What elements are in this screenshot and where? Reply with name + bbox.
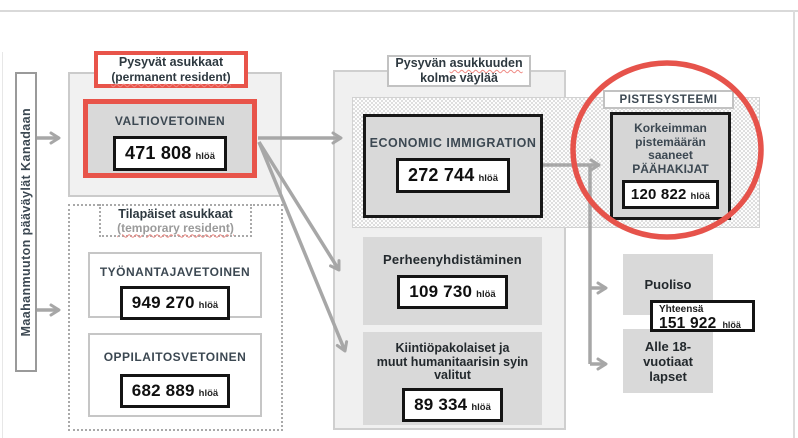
main-pathways-rail [15, 72, 37, 372]
refugee-count: 89 334 hlöä [402, 388, 503, 422]
children-label-line3: lapset [649, 368, 687, 384]
refugee-title-line3: valitut [434, 368, 471, 382]
points-system-tag [603, 90, 734, 109]
permanent-tag-line2: (permanent resident) [111, 70, 231, 84]
employer-driven-count: 949 270 hlöä [120, 286, 230, 320]
points-tag-label: PISTESYSTEEMI [619, 93, 718, 106]
pathways-tag-line1: Pysyvän asukkuuden [395, 56, 523, 70]
economic-immigration-count: 272 744 hlöä [396, 158, 510, 193]
temporary-resident-tag [99, 204, 252, 237]
page-frame-right [793, 10, 795, 438]
family-reunification-count: 109 730 hlöä [397, 275, 507, 309]
children-label-line2: vuotiaat [643, 353, 693, 369]
total-label: Yhteensä [659, 304, 704, 315]
employer-driven-box [88, 252, 262, 318]
principal-title-line1: Korkeimman [634, 121, 707, 135]
total-box [650, 300, 755, 332]
state-driven-title: VALTIOVETOINEN [114, 114, 226, 128]
pathways-tag-line2: kolme väylää [420, 71, 498, 85]
economic-immigration-box [363, 114, 543, 218]
state-driven-count: 471 808 hlöä [113, 136, 227, 171]
permanent-resident-tag [94, 51, 248, 88]
school-driven-title: OPPILAITOSVETOINEN [103, 350, 247, 364]
state-driven-box [83, 99, 257, 178]
refugee-title-line1: Kiintiöpakolaiset ja [395, 341, 510, 355]
employer-driven-title: TYÖNANTAJAVETOINEN [99, 265, 251, 279]
family-reunification-box [363, 237, 542, 325]
page-frame-left [2, 52, 3, 438]
children-label-line1: Alle 18- [644, 338, 692, 354]
children-box [623, 329, 713, 393]
principal-count: 120 822 hlöä [622, 180, 719, 209]
family-reunification-title: Perheenyhdistäminen [383, 252, 522, 267]
temporary-tag-line2: (temporary resident) [117, 220, 234, 235]
total-count: 151 922 hlöä [659, 315, 741, 332]
refugee-title-line2: muut humanitaarisin syin [376, 354, 529, 369]
three-pathways-tag [387, 55, 531, 87]
school-driven-box [88, 333, 262, 417]
principal-title-line2: pistemäärän [635, 134, 706, 149]
temporary-tag-line1: Tilapäiset asukkaat [118, 206, 233, 221]
principal-title-line3: saaneet [648, 148, 693, 162]
principal-title-line4: PÄÄHAKIJAT [632, 161, 709, 176]
page-frame-top [0, 10, 798, 12]
rail-label: Maahanmuuton pääväylät Kanadaan [19, 107, 33, 337]
spouse-label: Puoliso [644, 277, 692, 292]
school-driven-count: 682 889 hlöä [120, 374, 230, 408]
economic-immigration-title: ECONOMIC IMMIGRATION [369, 136, 537, 150]
refugee-humanitarian-box [363, 332, 542, 425]
permanent-tag-line1: Pysyvät asukkaat [118, 55, 224, 69]
principal-applicants-box [610, 112, 731, 220]
